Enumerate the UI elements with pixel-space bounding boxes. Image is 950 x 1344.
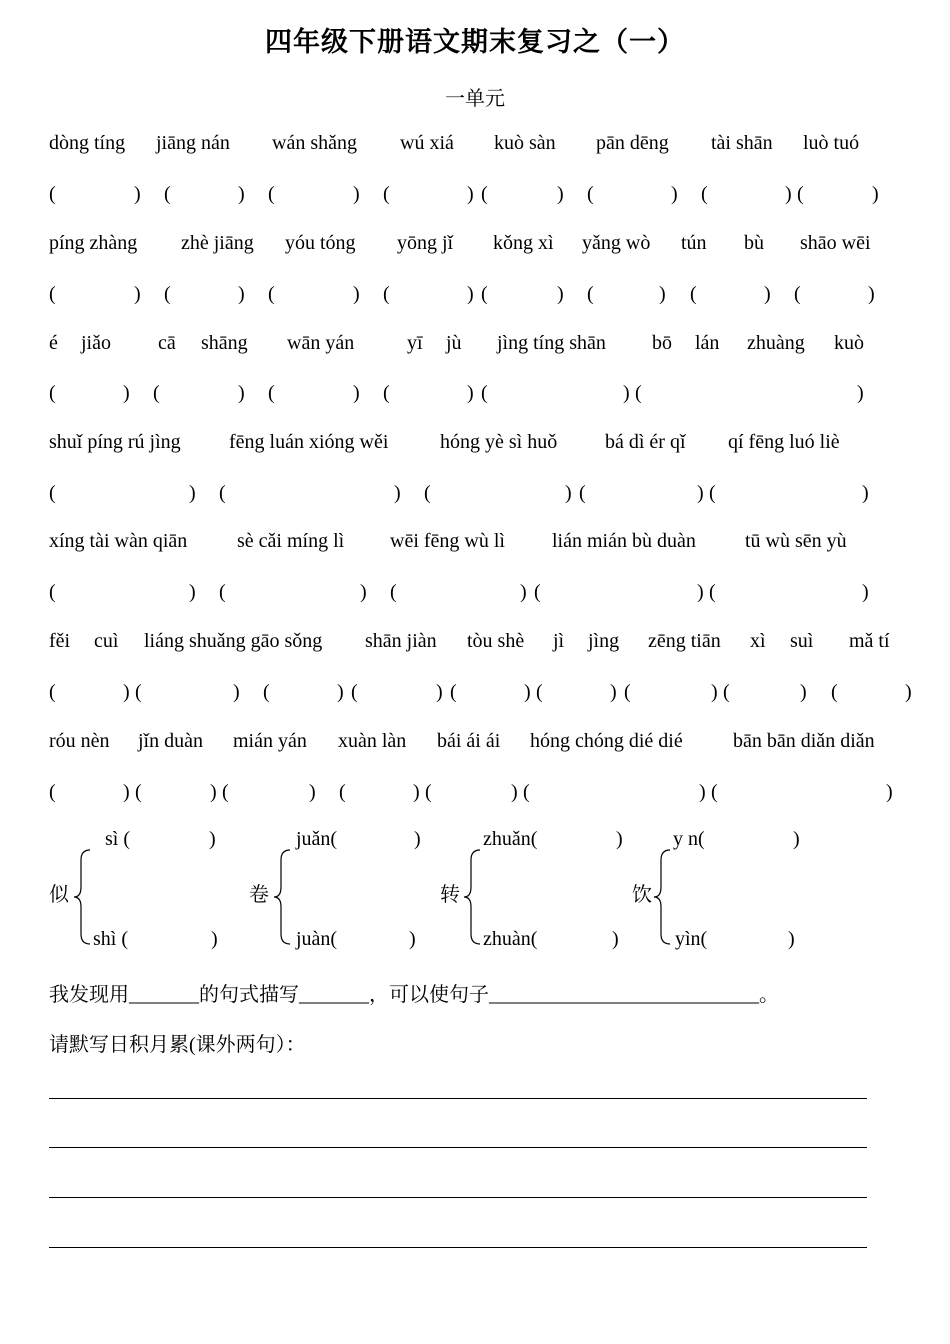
answer-bracket-open[interactable]: ( — [425, 781, 432, 803]
polyphone-bottom-close: ) — [788, 928, 795, 950]
pinyin-item: kuò sàn — [494, 132, 556, 154]
polyphone-top-close: ) — [414, 828, 421, 850]
answer-bracket-close: ) — [764, 283, 771, 305]
pinyin-item: yōng jǐ — [397, 232, 454, 254]
answer-bracket-close: ) — [659, 283, 666, 305]
answer-bracket-open[interactable]: ( — [450, 681, 457, 703]
answer-bracket-open[interactable]: ( — [536, 681, 543, 703]
pinyin-item: shāo wēi — [800, 232, 871, 254]
polyphone-char: 卷 — [249, 884, 269, 906]
answer-bracket-open[interactable]: ( — [481, 183, 488, 205]
answer-bracket-close: ) — [134, 283, 141, 305]
answer-bracket-close: ) — [467, 183, 474, 205]
answer-bracket-close: ) — [557, 283, 564, 305]
answer-line[interactable] — [49, 1197, 867, 1198]
answer-bracket-open[interactable]: ( — [49, 581, 56, 603]
polyphone-bottom-close: ) — [409, 928, 416, 950]
pinyin-item: hóng chóng dié dié — [530, 730, 683, 752]
pinyin-item: lián mián bù duàn — [552, 530, 696, 552]
pinyin-item: lán — [695, 332, 720, 354]
pinyin-row-3 — [0, 332, 950, 362]
answer-bracket-close: ) — [697, 482, 704, 504]
pinyin-item: luò tuó — [803, 132, 860, 154]
brace-icon — [72, 848, 92, 946]
pinyin-item: jìng — [588, 630, 620, 652]
page-title: 四年级下册语文期末复习之（一） — [265, 27, 685, 57]
polyphone-top-close: ) — [793, 828, 800, 850]
polyphone-bottom-reading[interactable]: shì ( — [93, 928, 128, 950]
answer-bracket-close: ) — [862, 482, 869, 504]
answer-bracket-close: ) — [413, 781, 420, 803]
pinyin-item: kuò — [834, 332, 864, 354]
pinyin-item: yǎng wò — [582, 232, 651, 254]
answer-bracket-close: ) — [233, 681, 240, 703]
pinyin-item: fēng luán xióng wěi — [229, 431, 389, 453]
answer-bracket-open[interactable]: ( — [268, 283, 275, 305]
pinyin-item: jìng tíng shān — [497, 332, 606, 354]
answer-bracket-close: ) — [353, 283, 360, 305]
answer-line[interactable] — [49, 1247, 867, 1248]
pinyin-item: jiāng nán — [156, 132, 230, 154]
answer-bracket-close: ) — [353, 382, 360, 404]
answer-bracket-open[interactable]: ( — [49, 183, 56, 205]
pinyin-item: róu nèn — [49, 730, 110, 752]
pinyin-item: xuàn làn — [338, 730, 407, 752]
pinyin-row-7 — [0, 730, 950, 760]
polyphone-top-reading[interactable]: zhuǎn( — [483, 828, 538, 850]
answer-bracket-close: ) — [520, 581, 527, 603]
answer-bracket-open[interactable]: ( — [831, 681, 838, 703]
answer-bracket-open[interactable]: ( — [49, 781, 56, 803]
answer-bracket-open[interactable]: ( — [624, 681, 631, 703]
answer-bracket-close: ) — [123, 781, 130, 803]
pinyin-item: shuǐ píng rú jìng — [49, 431, 181, 453]
answer-bracket-open[interactable]: ( — [49, 681, 56, 703]
pinyin-item: pān dēng — [596, 132, 669, 154]
pinyin-item: wān yán — [287, 332, 355, 354]
pinyin-item: shān jiàn — [365, 630, 437, 652]
answer-bracket-close: ) — [123, 382, 130, 404]
answer-line[interactable] — [49, 1147, 867, 1148]
answer-bracket-open[interactable]: ( — [222, 781, 229, 803]
pinyin-item: píng zhàng — [49, 232, 138, 254]
pinyin-item: jǐn duàn — [138, 730, 203, 752]
pinyin-item: jù — [446, 332, 462, 354]
polyphone-char: 似 — [49, 884, 69, 906]
answer-bracket-open[interactable]: ( — [383, 283, 390, 305]
answer-bracket-close: ) — [857, 382, 864, 404]
pinyin-item: fěi — [49, 630, 71, 652]
answer-bracket-open[interactable]: ( — [523, 781, 530, 803]
polyphone-bottom-reading[interactable]: juàn( — [296, 928, 338, 950]
answer-bracket-open[interactable]: ( — [153, 382, 160, 404]
pinyin-item: liáng shuǎng gāo sǒng — [144, 630, 323, 652]
sentence-pattern-question[interactable]: 我发现用_______的句式描写_______，可以使句子___________________________。 — [49, 984, 779, 1006]
answer-bracket-open[interactable]: ( — [794, 283, 801, 305]
pinyin-item: cuì — [94, 630, 119, 652]
pinyin-item: zēng tiān — [648, 630, 721, 652]
polyphone-top-close: ) — [209, 828, 216, 850]
polyphone-top-reading[interactable]: sì ( — [105, 828, 130, 850]
answer-row-4 — [0, 482, 950, 512]
answer-bracket-open[interactable]: ( — [709, 482, 716, 504]
pinyin-row-1 — [0, 132, 950, 162]
pinyin-item: jì — [553, 630, 565, 652]
answer-row-7 — [0, 781, 950, 811]
answer-bracket-open[interactable]: ( — [164, 183, 171, 205]
answer-bracket-close: ) — [886, 781, 893, 803]
pinyin-item: jiǎo — [81, 332, 111, 354]
polyphone-bottom-reading[interactable]: zhuàn( — [483, 928, 538, 950]
answer-bracket-close: ) — [905, 681, 912, 703]
brace-icon — [462, 848, 482, 946]
pinyin-item: tún — [681, 232, 707, 254]
unit-label: 一单元 — [445, 88, 505, 110]
answer-bracket-open[interactable]: ( — [424, 482, 431, 504]
answer-bracket-close: ) — [309, 781, 316, 803]
pinyin-item: suì — [790, 630, 814, 652]
answer-bracket-open[interactable]: ( — [268, 382, 275, 404]
answer-bracket-close: ) — [189, 581, 196, 603]
answer-bracket-open[interactable]: ( — [49, 482, 56, 504]
answer-bracket-open[interactable]: ( — [135, 781, 142, 803]
answer-bracket-close: ) — [868, 283, 875, 305]
polyphone-bottom-reading[interactable]: yìn( — [675, 928, 708, 950]
pinyin-item: cā — [158, 332, 176, 354]
answer-bracket-close: ) — [436, 681, 443, 703]
answer-bracket-open[interactable]: ( — [351, 681, 358, 703]
answer-bracket-close: ) — [337, 681, 344, 703]
answer-bracket-close: ) — [565, 482, 572, 504]
answer-bracket-close: ) — [862, 581, 869, 603]
answer-bracket-open[interactable]: ( — [49, 382, 56, 404]
pinyin-item: zhè jiāng — [181, 232, 254, 254]
pinyin-item: mǎ tí — [849, 630, 890, 652]
answer-bracket-open[interactable]: ( — [383, 382, 390, 404]
pinyin-item: xíng tài wàn qiān — [49, 530, 188, 552]
answer-bracket-open[interactable]: ( — [268, 183, 275, 205]
answer-bracket-close: ) — [557, 183, 564, 205]
pinyin-item: tòu shè — [467, 630, 525, 652]
pinyin-item: é — [49, 332, 58, 354]
answer-bracket-close: ) — [123, 681, 130, 703]
answer-bracket-open[interactable]: ( — [723, 681, 730, 703]
pinyin-item: dòng tíng — [49, 132, 126, 154]
pinyin-row-2 — [0, 232, 950, 262]
answer-bracket-close: ) — [623, 382, 630, 404]
answer-bracket-close: ) — [800, 681, 807, 703]
pinyin-item: hóng yè sì huǒ — [440, 431, 558, 453]
answer-bracket-open[interactable]: ( — [135, 681, 142, 703]
polyphone-char: 饮 — [632, 884, 652, 906]
answer-bracket-close: ) — [610, 681, 617, 703]
pinyin-item: wú xiá — [400, 132, 454, 154]
answer-bracket-close: ) — [353, 183, 360, 205]
pinyin-item: bái ái ái — [437, 730, 501, 752]
pinyin-row-5 — [0, 530, 950, 560]
answer-row-2 — [0, 283, 950, 313]
answer-bracket-open[interactable]: ( — [690, 283, 697, 305]
answer-row-5 — [0, 581, 950, 611]
answer-bracket-close: ) — [394, 482, 401, 504]
polyphone-top-close: ) — [616, 828, 623, 850]
pinyin-item: sè cǎi míng lì — [237, 530, 345, 552]
answer-bracket-close: ) — [189, 482, 196, 504]
answer-bracket-open[interactable]: ( — [587, 283, 594, 305]
answer-bracket-open[interactable]: ( — [383, 183, 390, 205]
answer-bracket-open[interactable]: ( — [263, 681, 270, 703]
answer-bracket-open[interactable]: ( — [709, 581, 716, 603]
polyphone-section — [0, 822, 950, 962]
answer-bracket-close: ) — [711, 681, 718, 703]
answer-bracket-close: ) — [238, 283, 245, 305]
polyphone-char: 转 — [440, 884, 460, 906]
pinyin-item: bù — [744, 232, 764, 254]
pinyin-item: kǒng xì — [493, 232, 554, 254]
pinyin-item: yóu tóng — [285, 232, 356, 254]
answer-bracket-close: ) — [671, 183, 678, 205]
answer-bracket-open[interactable]: ( — [219, 482, 226, 504]
pinyin-item: wán shǎng — [272, 132, 357, 154]
polyphone-bottom-close: ) — [612, 928, 619, 950]
answer-bracket-open[interactable]: ( — [219, 581, 226, 603]
pinyin-item: zhuàng — [747, 332, 805, 354]
answer-line[interactable] — [49, 1098, 867, 1099]
answer-row-6 — [0, 681, 950, 711]
answer-bracket-open[interactable]: ( — [701, 183, 708, 205]
answer-bracket-close: ) — [872, 183, 879, 205]
answer-bracket-close: ) — [467, 283, 474, 305]
pinyin-item: xì — [750, 630, 766, 652]
answer-bracket-close: ) — [511, 781, 518, 803]
answer-bracket-close: ) — [699, 781, 706, 803]
pinyin-row-6 — [0, 630, 950, 660]
brace-icon — [272, 848, 292, 946]
polyphone-top-reading[interactable]: y n( — [673, 828, 705, 850]
answer-bracket-close: ) — [238, 382, 245, 404]
answer-bracket-open[interactable]: ( — [481, 382, 488, 404]
pinyin-row-4 — [0, 431, 950, 461]
answer-bracket-open[interactable]: ( — [481, 283, 488, 305]
answer-row-3 — [0, 382, 950, 412]
answer-bracket-open[interactable]: ( — [797, 183, 804, 205]
answer-bracket-close: ) — [360, 581, 367, 603]
answer-bracket-close: ) — [210, 781, 217, 803]
answer-bracket-open[interactable]: ( — [164, 283, 171, 305]
brace-icon — [652, 848, 672, 946]
answer-bracket-close: ) — [524, 681, 531, 703]
answer-bracket-close: ) — [134, 183, 141, 205]
polyphone-bottom-close: ) — [211, 928, 218, 950]
pinyin-item: bá dì ér qǐ — [605, 431, 686, 453]
answer-bracket-open[interactable]: ( — [339, 781, 346, 803]
answer-bracket-open[interactable]: ( — [579, 482, 586, 504]
answer-row-1 — [0, 183, 950, 213]
recitation-prompt: 请默写日积月累(课外两句）： — [49, 1034, 306, 1056]
answer-bracket-open[interactable]: ( — [534, 581, 541, 603]
pinyin-item: qí fēng luó liè — [728, 431, 840, 453]
pinyin-item: bō — [652, 332, 672, 354]
answer-bracket-open[interactable]: ( — [49, 283, 56, 305]
pinyin-item: bān bān diǎn diǎn — [733, 730, 875, 752]
answer-bracket-open[interactable]: ( — [390, 581, 397, 603]
answer-bracket-close: ) — [785, 183, 792, 205]
answer-bracket-close: ) — [238, 183, 245, 205]
answer-bracket-close: ) — [697, 581, 704, 603]
pinyin-item: mián yán — [233, 730, 307, 752]
answer-bracket-open[interactable]: ( — [711, 781, 718, 803]
answer-bracket-open[interactable]: ( — [635, 382, 642, 404]
pinyin-item: tài shān — [711, 132, 773, 154]
answer-bracket-open[interactable]: ( — [587, 183, 594, 205]
pinyin-item: yī — [407, 332, 423, 354]
pinyin-item: shāng — [201, 332, 248, 354]
polyphone-top-reading[interactable]: juǎn( — [296, 828, 338, 850]
answer-bracket-close: ) — [467, 382, 474, 404]
pinyin-item: tū wù sēn yù — [745, 530, 847, 552]
pinyin-item: wēi fēng wù lì — [390, 530, 505, 552]
